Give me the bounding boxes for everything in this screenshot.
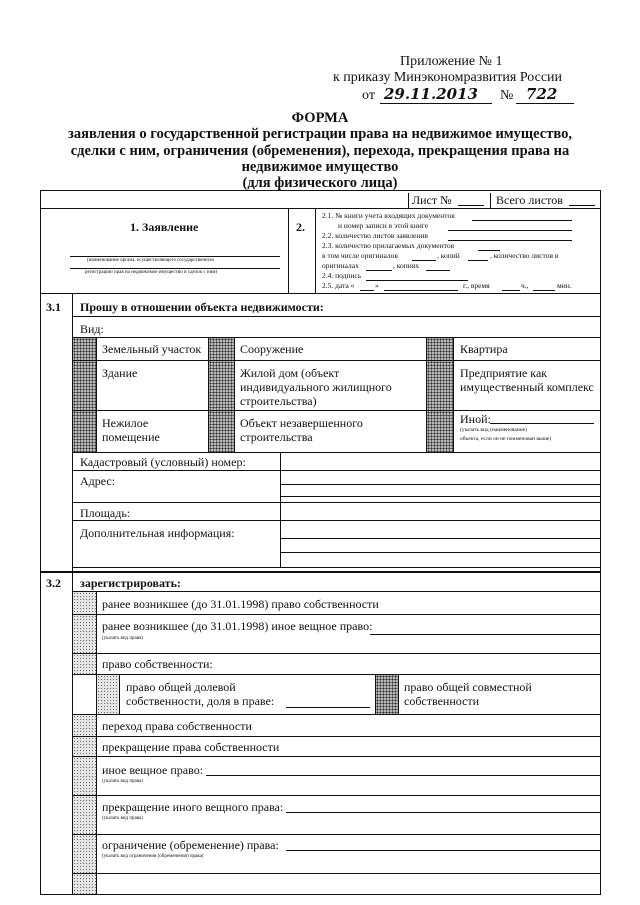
field-2-5-hours: ч., (521, 281, 529, 290)
joint-ownership-label-1: право общей совместной (404, 680, 532, 694)
prior-other-right-note: (указать вид права) (102, 636, 143, 641)
prior-other-right-checkbox[interactable] (73, 615, 96, 653)
cadastral-number-label: Кадастровый (условный) номер: (80, 455, 246, 469)
other-object-note-2: объекта, если он не поименован выше) (460, 436, 552, 442)
record-number-field[interactable] (448, 230, 572, 231)
non-residential-label-1: Нежилое (102, 416, 149, 430)
unfinished-construction-checkbox[interactable] (209, 411, 234, 452)
transfer-label: переход права собственности (102, 719, 252, 733)
copies-sheets-field[interactable] (426, 270, 450, 271)
encumbrance-note: (указать вид ограничения (обременения) права) (102, 854, 204, 859)
area-label: Площадь: (80, 506, 131, 520)
ownership-termination-checkbox[interactable] (73, 737, 96, 756)
encumbrance-field[interactable] (286, 836, 600, 850)
other-right-checkbox[interactable] (73, 757, 96, 795)
shared-ownership-label-1: право общей долевой (126, 680, 236, 694)
object-kind-label: Вид: (80, 322, 104, 336)
field-2-1b: и номер записи в этой книге (338, 221, 429, 230)
form-subtitle-2: сделки с ним, ограничения (обременения), перехода, прекращения права на (70, 143, 570, 159)
unfinished-label-2: строительства (240, 430, 313, 444)
other-right-termination-note: (указать вид права) (102, 816, 143, 821)
structure-label: Сооружение (240, 342, 304, 356)
house-label-3: строительства) (240, 394, 317, 408)
field-2-2: 2.2. количество листов заявления (322, 231, 428, 240)
form-title: ФОРМА (291, 110, 349, 126)
section-3-2-number: 3.2 (46, 576, 61, 590)
flat-label: Квартира (460, 342, 508, 356)
enterprise-label-1: Предприятие как (460, 366, 548, 380)
other-right-termination-field[interactable] (286, 797, 600, 812)
field-2-3d: оригиналах (322, 261, 359, 270)
date-month-field[interactable] (384, 290, 458, 291)
residential-house-checkbox[interactable] (209, 361, 234, 410)
section-3-1-heading: Прошу в отношении объекта недвижимости: (80, 300, 324, 314)
field-2-5-quote: » (375, 281, 379, 290)
other-right-field[interactable] (206, 759, 600, 775)
house-label-1: Жилой дом (объект (240, 366, 340, 380)
form-subtitle-3: недвижимое имущество (241, 159, 399, 175)
form-subtitle-1: заявления о государственной регистрации права на недвижимое имущество, (68, 126, 572, 142)
other-right-termination-label: прекращение иного вещного права: (102, 800, 284, 814)
time-hours-field[interactable] (502, 290, 520, 291)
field-2-1: 2.1. № книги учета входящих документов (322, 211, 455, 220)
enterprise-label-2: имущественный комплекс (460, 380, 594, 394)
ownership-label: право собственности: (102, 657, 213, 671)
section-2-title: 2. (296, 220, 305, 234)
section-3-1-number: 3.1 (46, 300, 61, 314)
land-plot-label: Земельный участок (102, 342, 202, 356)
other-object-label: Иной: (460, 412, 491, 426)
section-1-caption-2: регистрацию прав на недвижимое имущество и сделок с ним) (85, 270, 218, 275)
order-label: к приказу Минэкономразвития России (333, 70, 563, 85)
building-checkbox[interactable] (73, 361, 96, 410)
date-underline (380, 103, 492, 104)
other-right-note: (указать вид права) (102, 779, 143, 784)
transfer-checkbox[interactable] (73, 715, 96, 736)
structure-checkbox[interactable] (209, 338, 234, 360)
time-minutes-field[interactable] (533, 290, 555, 291)
other-object-field[interactable] (490, 423, 594, 424)
prior-other-right-field[interactable] (370, 618, 600, 634)
extra-row-checkbox[interactable] (73, 874, 96, 894)
field-2-5-minutes: мин. (557, 281, 572, 290)
address-field[interactable] (281, 471, 600, 501)
total-sheets-field[interactable] (569, 205, 595, 206)
prior-ownership-label: ранее возникшее (до 31.01.1998) право собственности (102, 597, 379, 611)
other-right-termination-checkbox[interactable] (73, 796, 96, 834)
order-date: 29.11.2013 (384, 85, 478, 103)
other-object-note-1: (указать вид (наименование) (460, 427, 527, 433)
building-label: Здание (102, 366, 138, 380)
joint-ownership-label-2: собственности (404, 694, 480, 708)
address-label: Адрес: (80, 474, 116, 488)
date-prefix: от (362, 88, 375, 103)
non-residential-checkbox[interactable] (73, 411, 96, 452)
unfinished-label-1: Объект незавершенного (240, 416, 363, 430)
field-2-3b: , копий (437, 251, 460, 260)
section-1-title: 1. Заявление (130, 220, 199, 234)
field-2-3c: , количество листов в (490, 251, 559, 260)
total-sheets-label: Всего листов (496, 193, 563, 207)
appendix-label: Приложение № 1 (400, 54, 503, 69)
number-prefix: № (500, 88, 514, 103)
field-2-5: 2.5. дата « (322, 281, 355, 290)
number-underline (516, 103, 574, 104)
registry-body-field[interactable] (70, 256, 280, 257)
non-residential-label-2: помещение (102, 430, 160, 444)
prior-other-right-label: ранее возникшее (до 31.01.1998) иное вещное право: (102, 619, 373, 633)
order-number: 722 (526, 85, 558, 103)
ownership-checkbox[interactable] (73, 654, 96, 674)
joint-ownership-checkbox[interactable] (376, 675, 398, 714)
originals-sheets-field[interactable] (366, 270, 392, 271)
extra-info-field[interactable] (281, 521, 600, 566)
encumbrance-checkbox[interactable] (73, 835, 96, 873)
prior-ownership-checkbox[interactable] (73, 592, 96, 614)
house-label-2: индивидуального жилищного (240, 380, 392, 394)
signature-field[interactable] (366, 280, 468, 281)
section-1-caption-1: (наименование органа, осуществляющего государственную (87, 258, 214, 263)
area-field[interactable] (281, 503, 600, 519)
sheet-number-field[interactable] (458, 205, 484, 206)
shared-ownership-checkbox[interactable] (97, 675, 119, 714)
date-day-field[interactable] (360, 290, 374, 291)
land-plot-checkbox[interactable] (73, 338, 96, 360)
other-right-label: иное вещное право: (102, 763, 204, 777)
copies-count-field[interactable] (468, 260, 488, 261)
encumbrance-label: ограничение (обременение) права: (102, 838, 279, 852)
ownership-termination-label: прекращение права собственности (102, 740, 280, 754)
section-3-2-heading: зарегистрировать: (80, 576, 181, 590)
cadastral-number-field[interactable] (281, 453, 600, 469)
field-2-3a: в том числе оригиналов (322, 251, 398, 260)
other-object-checkbox[interactable] (427, 411, 453, 452)
field-2-3e: , копиях (393, 261, 419, 270)
shared-ownership-label-2: собственности, доля в праве: (126, 694, 275, 708)
share-field[interactable] (286, 707, 370, 708)
sheet-number-label: Лист № (412, 193, 452, 207)
field-2-4: 2.4. подпись (322, 271, 362, 280)
form-subtitle-4: (для физического лица) (242, 175, 398, 191)
field-2-5-year: г., время (463, 281, 490, 290)
application-sheets-field[interactable] (448, 240, 572, 241)
field-2-3: 2.3. количество прилагаемых документов (322, 241, 455, 250)
enterprise-checkbox[interactable] (427, 361, 453, 410)
flat-checkbox[interactable] (427, 338, 453, 360)
book-number-field[interactable] (472, 220, 572, 221)
extra-info-label: Дополнительная информация: (80, 526, 235, 540)
